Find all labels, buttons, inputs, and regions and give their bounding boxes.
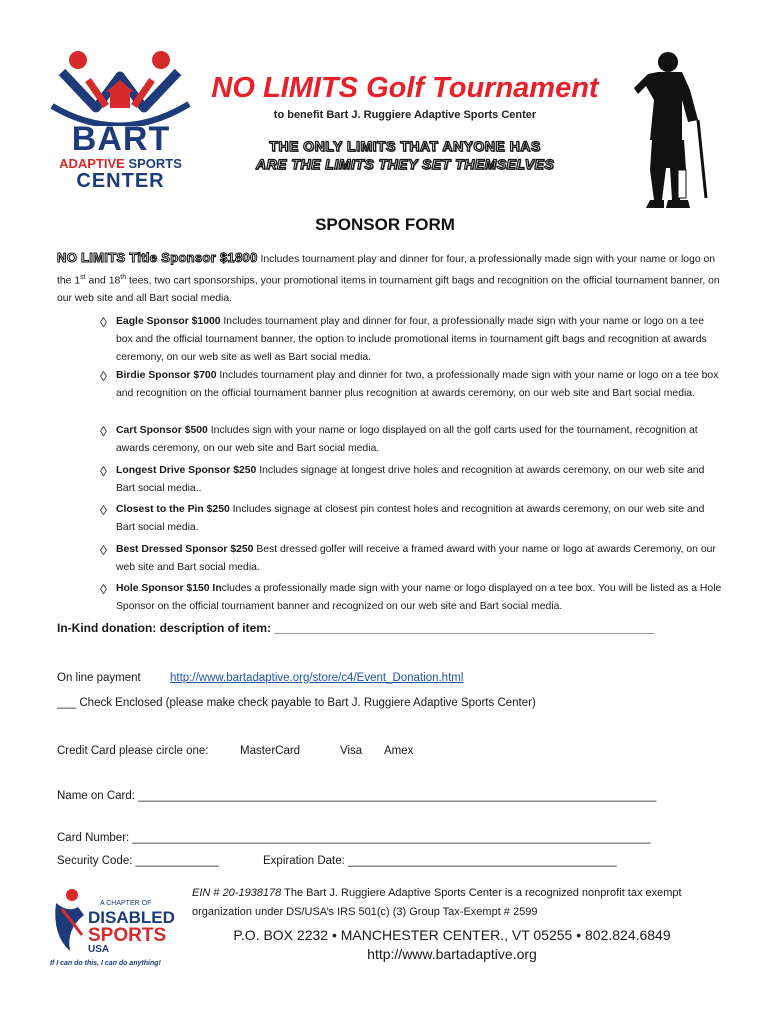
credit-card-amex-option[interactable]: Amex [384, 745, 414, 757]
sponsor-item-birdie [100, 367, 722, 403]
diamond-bullet-icon: ◊ [100, 423, 107, 439]
sponsor-item-text: Includes tournament play and dinner for four, a professionally made sign with your name or logo on a tee box and the official tournament banner, the option to include promotional items in tournament gift bags and recognition at awards ceremony, on our web site as well as Bart social media. [116, 316, 707, 363]
sponsor-item-text: Includes sign with your name or logo displayed on all the golf carts used for the tournament, recognition at awards ceremony, on our web site and Bart social media. [116, 425, 698, 454]
bart-logo-adaptive: ADAPTIVE [59, 156, 125, 171]
sponsor-item-label: Longest Drive Sponsor $250 [116, 465, 257, 476]
diamond-bullet-icon: ◊ [100, 581, 107, 597]
motto-line-2: ARE THE LIMITS THEY SET THEMSELVES [255, 156, 555, 172]
sponsor-item-best-dressed [100, 541, 722, 577]
footer-address-block [192, 926, 712, 964]
security-code-field[interactable]: Security Code: _____________ [57, 855, 219, 867]
diamond-bullet-icon: ◊ [100, 542, 107, 558]
check-enclosed-field[interactable]: ___ Check Enclosed (please make check payable to Bart J. Ruggiere Adaptive Sports Center) [57, 697, 536, 709]
footer-website[interactable]: http://www.bartadaptive.org [367, 946, 537, 962]
sponsor-item-text: Includes signage at longest drive holes and recognition at awards ceremony, on our web site and Bart social media.. [116, 465, 705, 494]
bart-logo-word-bart: BART [71, 120, 171, 158]
sponsor-item-text: Best dressed golfer will receive a framed award with your name or logo at awards Ceremony, on our web site and Bart social media. [116, 544, 716, 573]
sponsor-item-eagle [100, 313, 722, 367]
sponsor-item-label: Birdie Sponsor $700 [116, 370, 217, 381]
disabled-sports-usa-logo [48, 885, 188, 970]
title-sponsor-sup-1: st [80, 274, 86, 281]
title-sponsor-label: NO LIMITS Title Sponsor $1800 [57, 250, 258, 265]
card-number-field[interactable]: Card Number: _________________________________________________________________________________ [57, 832, 651, 844]
title-sponsor-text-a: Includes tournament play and dinner for four, a professionally made sign with your name or logo on the 1 [57, 254, 716, 287]
bart-logo-graphic [48, 46, 193, 126]
diamond-bullet-icon: ◊ [100, 368, 107, 384]
sponsor-item-longest-drive [100, 462, 722, 498]
ein-number: EIN # 20-1938178 [192, 887, 282, 899]
ein-text: The Bart J. Ruggiere Adaptive Sports Center is a recognized nonprofit tax exempt organization under DS/USA’s IRS 501(c) (3) Group Tax-Exempt # 2599 [192, 887, 682, 918]
online-payment-link[interactable]: http://www.bartadaptive.org/store/c4/Event_Donation.html [170, 672, 464, 684]
credit-card-visa-option[interactable]: Visa [340, 745, 363, 757]
bart-logo-word-adaptive [48, 156, 193, 171]
sponsor-item-label: Cart Sponsor $500 [116, 425, 208, 436]
sponsor-item-label: Closest to the Pin $250 [116, 504, 230, 515]
sponsor-item-text: Includes signage at closest pin contest holes and recognition at awards ceremony, on our web site and Bart social media. [116, 504, 705, 533]
name-on-card-field[interactable]: Name on Card: _________________________________________________________________________________ [57, 790, 657, 802]
sponsor-item-hole [100, 580, 722, 616]
disabled-sports-logo-graphic [48, 885, 188, 970]
bart-logo [48, 46, 193, 191]
diamond-bullet-icon: ◊ [100, 463, 107, 479]
title-sponsor-sup-2: th [120, 274, 127, 281]
bart-logo-sports: SPORTS [124, 156, 182, 171]
diamond-bullet-icon: ◊ [100, 502, 107, 518]
sponsor-item-label: Best Dressed Sponsor $250 [116, 544, 254, 555]
ds-logo-disabled: DISABLED [88, 908, 175, 927]
motto-line-1: THE ONLY LIMITS THAT ANYONE HAS [269, 138, 541, 154]
sponsor-item-cart [100, 422, 722, 458]
ein-statement [192, 884, 732, 922]
ds-logo-sports: SPORTS [88, 925, 167, 946]
online-payment-label: On line payment [57, 672, 141, 684]
footer-address: P.O. BOX 2232 • MANCHESTER CENTER., VT 05255 • 802.824.6849 [233, 927, 671, 943]
sponsor-item-label: Hole Sponsor $150 In [116, 583, 222, 594]
title-sponsor-text-b: and 18 [85, 275, 121, 287]
form-title: SPONSOR FORM [315, 215, 455, 234]
golfer-silhouette-icon [628, 50, 720, 212]
page-subtitle: to benefit Bart J. Ruggiere Adaptive Sports Center [273, 109, 537, 121]
ds-logo-tagline: If I can do this, I can do anything! [50, 960, 161, 967]
credit-card-mastercard-option[interactable]: MasterCard [240, 745, 301, 757]
ds-logo-chapter: A CHAPTER OF [100, 900, 152, 907]
credit-card-label: Credit Card please circle one: [57, 745, 209, 757]
page-title: NO LIMITS Golf Tournament [211, 72, 599, 104]
expiration-date-field[interactable]: Expiration Date: __________________________________________ [263, 855, 617, 867]
inkind-donation-field[interactable]: In-Kind donation: description of item: _________________________________________________________ [57, 621, 655, 635]
ds-logo-usa: USA [88, 944, 110, 955]
title-sponsor-text-c: tees, two cart sponsorships, your promotional items in tournament gift bags and recognition on the official tournament banner, on our web site and all Bart social media. [57, 275, 720, 305]
sponsor-item-text: cludes a professionally made sign with your name or logo displayed on a tee box. You will be listed as a Hole Sponsor on the official tournament banner and recognized on our web site and Bart social media. [116, 583, 722, 612]
title-sponsor-paragraph [57, 249, 722, 308]
sponsor-item-closest-pin [100, 501, 722, 537]
bart-logo-word-center: CENTER [76, 170, 165, 192]
sponsor-item-label: Eagle Sponsor $1000 [116, 316, 221, 327]
sponsor-item-text: Includes tournament play and dinner for two, a professionally made sign with your name or logo on a tee box and recognition on the official tournament banner plus recognition at awards ceremony, on our web site and Bart social media. [116, 370, 719, 399]
diamond-bullet-icon: ◊ [100, 314, 107, 330]
